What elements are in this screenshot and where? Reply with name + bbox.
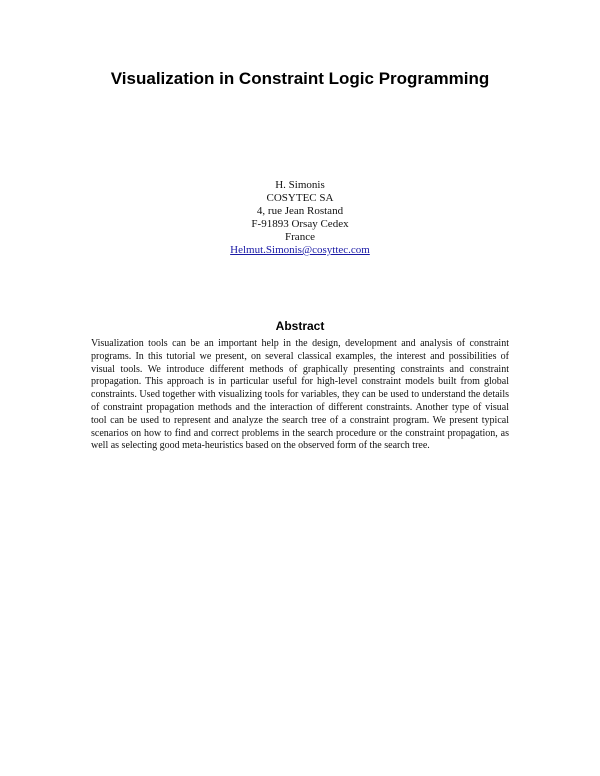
abstract-body: Visualization tools can be an important help in the design, development and analysis of constraint programs. In this tutorial we present, on several classical examples, the interest and possibilities of visual tools. We introduce different methods of graphically presenting constraints and constraint propagation. This approach is in particular useful for high-level constraint models built from global constraints. Used together with visualizing tools for variables, they can be used to understand the details of constraint propagation methods and the interaction of different constraints. Another type of visual tool can be used to represent and analyze the search tree of a constraint program. We present typical scenarios on how to find and correct problems in the search procedure or the constraint propagation, as well as selecting good meta-heuristics based on the observed form of the search tree. [91, 338, 509, 452]
author-street: 4, rue Jean Rostand [256, 205, 344, 217]
author-city: F-91893 Orsay Cedex [251, 218, 349, 230]
author-name: H. Simonis [275, 179, 325, 191]
author-organization: COSYTEC SA [266, 192, 334, 204]
author-email-link[interactable]: Helmut.Simonis@cosyttec.com [230, 244, 370, 256]
author-block [0, 179, 600, 257]
author-country: France [285, 231, 315, 243]
abstract-heading: Abstract [275, 319, 325, 333]
paper-title: Visualization in Constraint Logic Programming [110, 69, 490, 88]
